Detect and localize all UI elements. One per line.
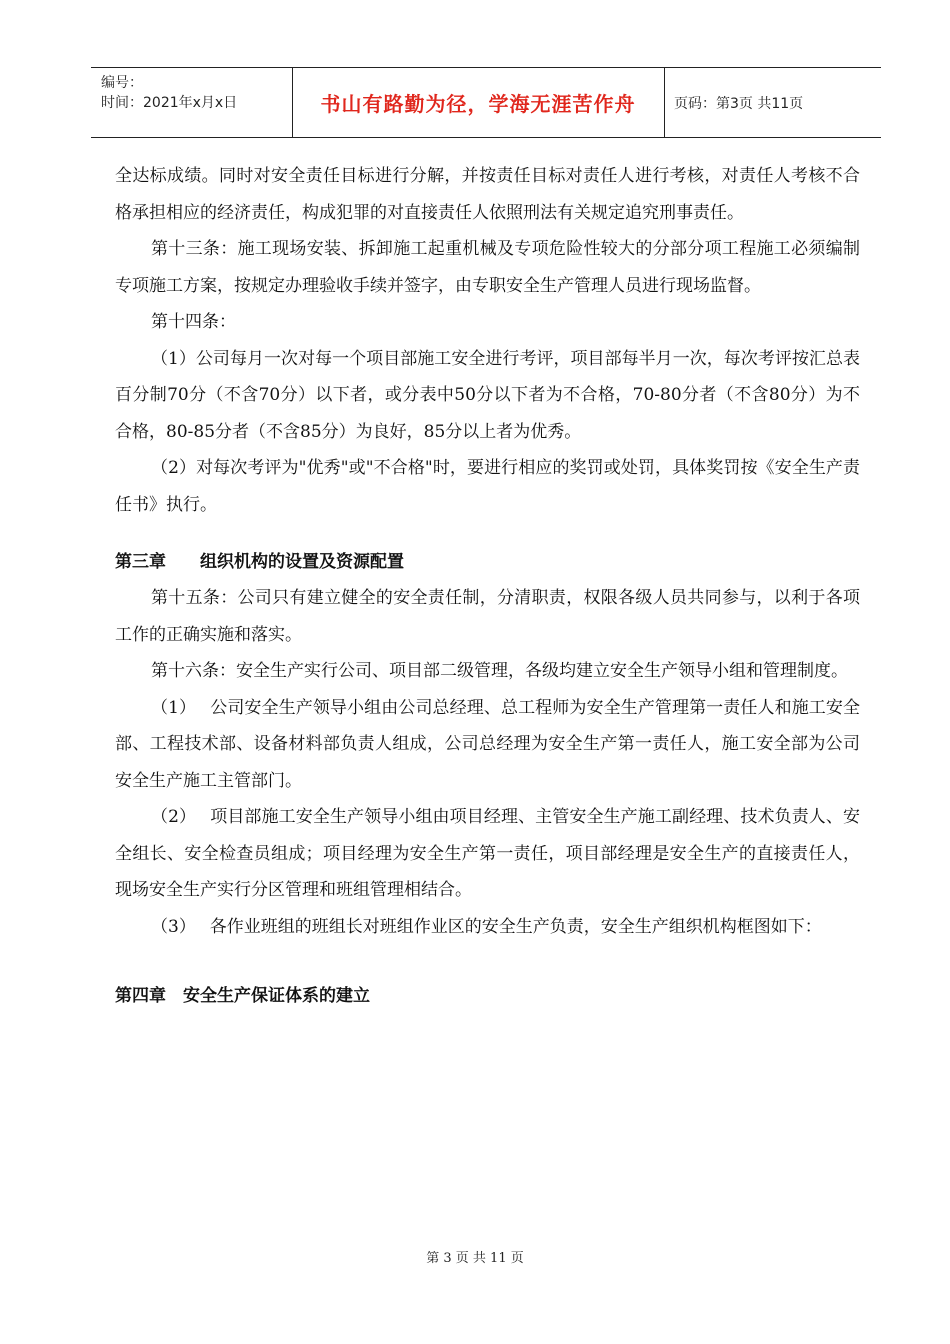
paragraph: 全达标成绩。同时对安全责任目标进行分解，并按责任目标对责任人进行考核，对责任人考核不合格承担相应的经济责任，构成犯罪的对直接责任人依照刑法有关规定追究刑事责任。	[115, 166, 860, 223]
article-14-item-1: （1）公司每月一次对每一个项目部施工安全进行考评，项目部每半月一次，每次考评按汇总表百分制70分（不含70分）以下者，或分表中50分以下者为不合格，70-80分者（不含80分）为不合格，80-85分者（不含85分）为良好，85分以上者为优秀。	[115, 348, 860, 442]
document-body	[115, 158, 860, 1014]
article-14-title: 第十四条：	[151, 312, 236, 332]
header-page-info: 页码：第3页 共11页	[674, 95, 804, 112]
article-16: 第十六条：安全生产实行公司、项目部二级管理，各级均建立安全生产领导小组和管理制度。	[151, 661, 848, 681]
article-14-item-2: （2）对每次考评为"优秀"或"不合格"时，要进行相应的奖罚或处罚，具体奖罚按《安全生产责任书》执行。	[115, 458, 860, 515]
document-time-label: 时间：2021年x月x日	[101, 95, 238, 111]
page-header	[91, 67, 881, 138]
chapter-3-heading: 第三章 组织机构的设置及资源配置	[115, 552, 404, 572]
header-motto: 书山有路勤为径，学海无涯苦作舟	[320, 92, 636, 116]
chapter-4-heading: 第四章 安全生产保证体系的建立	[115, 986, 370, 1006]
article-16-item-3: （3） 各作业班组的班组长对班组作业区的安全生产负责，安全生产组织机构框图如下：	[151, 916, 822, 937]
header-meta-cell	[91, 68, 293, 137]
header-page-cell	[664, 68, 881, 137]
article-16-item-2: （2） 项目部施工安全生产领导小组由项目经理、主管安全生产施工副经理、技术负责人、安全组长、安全检查员组成；项目经理为安全生产第一责任，项目部经理是安全生产的直接责任人，现场安全生产实行分区管理和班组管理相结合。	[115, 807, 860, 900]
document-number-label: 编号：	[101, 75, 143, 91]
page-footer: 第 3 页 共 11 页	[426, 1251, 524, 1266]
header-motto-cell	[292, 68, 665, 137]
article-15: 第十五条：公司只有建立健全的安全责任制，分清职责，权限各级人员共同参与，以利于各项工作的正确实施和落实。	[115, 588, 860, 645]
article-13: 第十三条：施工现场安装、拆卸施工起重机械及专项危险性较大的分部分项工程施工必须编制专项施工方案，按规定办理验收手续并签字，由专职安全生产管理人员进行现场监督。	[115, 239, 860, 296]
article-16-item-1: （1） 公司安全生产领导小组由公司总经理、总工程师为安全生产管理第一责任人和施工安全部、工程技术部、设备材料部负责人组成，公司总经理为安全生产第一责任人，施工安全部为公司安全生产施工主管部门。	[115, 697, 860, 791]
